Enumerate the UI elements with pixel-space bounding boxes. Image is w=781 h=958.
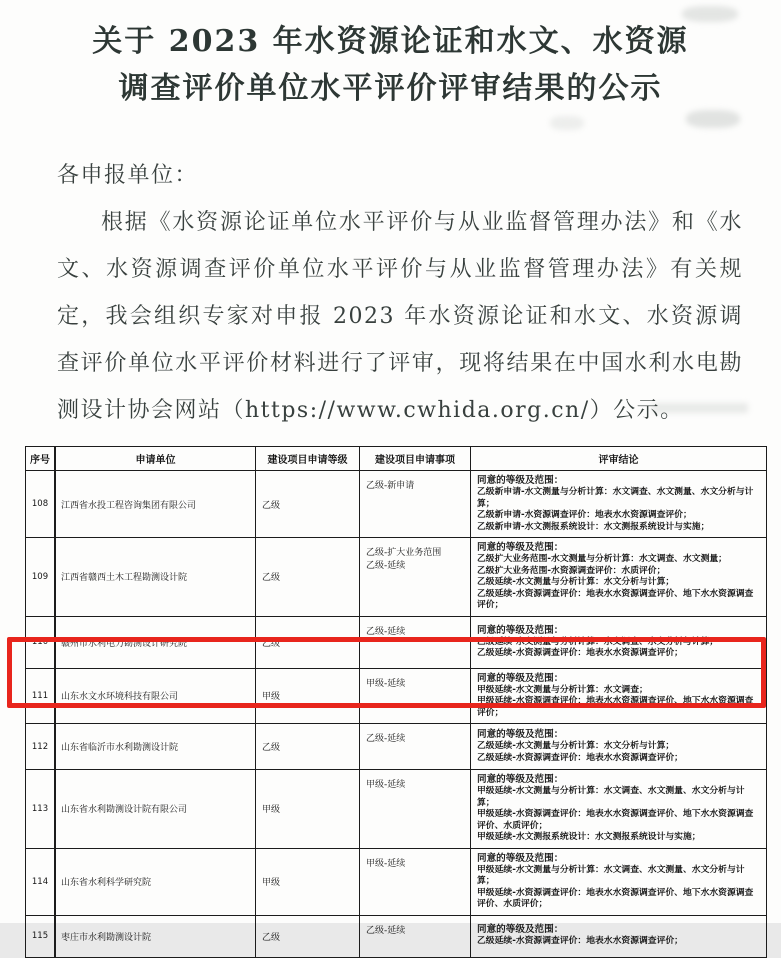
conclusion-heading: 同意的等级及范围： <box>477 624 564 636</box>
applied-grade: 甲级 <box>256 848 360 915</box>
applied-grade: 乙级 <box>256 616 360 668</box>
table-row-113 <box>26 770 767 849</box>
applied-item: 乙级-延续 <box>366 734 406 744</box>
applied-item: 乙级-扩大业务范围 <box>366 548 442 558</box>
results-table-header <box>26 447 767 471</box>
applied-item: 甲级-延续 <box>366 780 406 790</box>
table-row-112 <box>26 724 767 770</box>
page-title <box>0 18 781 112</box>
applied-items <box>360 724 471 770</box>
applied-items <box>360 616 471 668</box>
conclusion-line: 甲级延续-水资源调查评价：地表水水资源调查评价、地下水水资源调查评价、水质评价； <box>477 887 754 909</box>
unit-name: 赣州市水利电力勘测设计研究院 <box>55 616 256 668</box>
header-cell-items: 建设项目申请事项 <box>360 447 471 471</box>
applied-item: 乙级-延续 <box>366 561 406 571</box>
conclusion-line: 乙级延续-水文测量与分析计算：水文分析与计算； <box>477 741 675 751</box>
conclusion-line: 甲级延续-水文测报系统设计：水文测报系统设计与实施； <box>477 832 701 842</box>
unit-name: 山东水文水环境科技有限公司 <box>55 668 256 724</box>
row-number: 114 <box>26 848 56 915</box>
conclusion-heading: 同意的等级及范围： <box>477 672 564 684</box>
unit-name: 枣庄市水利勘测设计院 <box>55 915 256 957</box>
results-table-body <box>26 471 767 958</box>
review-conclusion <box>471 471 767 538</box>
page-title-line2: 调查评价单位水平评价评审结果的公示 <box>118 71 663 106</box>
unit-name: 山东省水利科学研究院 <box>55 848 256 915</box>
table-row-108 <box>26 471 767 538</box>
review-conclusion <box>471 668 767 724</box>
conclusion-line: 乙级延续-水文测量与分析计算：水文调查、水文分析与计算； <box>477 636 719 647</box>
header-cell-grade: 建设项目申请等级 <box>256 447 360 471</box>
header-cell-no: 序号 <box>26 447 56 471</box>
conclusion-line: 乙级扩大业务范围-水资源调查评价：水质评价； <box>477 565 666 576</box>
salutation: 各申报单位： <box>57 163 199 188</box>
row-number: 111 <box>26 668 56 724</box>
applied-items <box>360 848 471 915</box>
conclusion-heading: 同意的等级及范围： <box>477 924 564 936</box>
review-conclusion <box>471 616 767 668</box>
table-row-110 <box>26 616 767 668</box>
conclusion-heading: 同意的等级及范围： <box>477 729 564 740</box>
applied-items <box>360 471 471 538</box>
applied-item: 甲级-延续 <box>366 858 406 869</box>
applied-items <box>360 538 471 617</box>
results-table <box>25 446 767 958</box>
table-row-114 <box>26 848 767 915</box>
conclusion-line: 乙级延续-水文测量与分析计算：水文分析与计算； <box>477 577 675 587</box>
unit-name: 江西省赣西土木工程勘测设计院 <box>55 538 256 617</box>
review-conclusion <box>471 915 767 957</box>
scan-smudge <box>550 116 584 130</box>
conclusion-heading: 同意的等级及范围： <box>477 475 564 486</box>
header-cell-conclusion: 评审结论 <box>471 447 767 471</box>
row-number: 108 <box>26 471 56 538</box>
conclusion-line: 甲级延续-水文测量与分析计算：水文调查； <box>477 684 648 695</box>
applied-grade: 乙级 <box>256 724 360 770</box>
conclusion-line: 甲级延续-水文测量与分析计算：水文调查、水文测量、水文分析与计算； <box>477 786 745 808</box>
unit-name: 山东省水利勘测设计院有限公司 <box>55 770 256 849</box>
body-text <box>57 152 743 434</box>
applied-items <box>360 770 471 849</box>
conclusion-line: 甲级延续-水资源调查评价：地表水水资源调查评价、地下水水资源调查评价、水质评价； <box>477 809 754 831</box>
applied-grade: 乙级 <box>256 538 360 617</box>
conclusion-line: 甲级延续-水资源调查评价：地表水水资源调查评价、地下水水资源调查评价； <box>477 696 754 718</box>
conclusion-line: 甲级延续-水文测量与分析计算：水文调查、水文测量、水文分析与计算； <box>477 864 745 886</box>
table-row-109 <box>26 538 767 617</box>
applied-grade: 甲级 <box>256 668 360 724</box>
conclusion-line: 乙级新申请-水文测报系统设计：水文测报系统设计与实施； <box>477 521 710 532</box>
table-row-111 <box>26 668 767 724</box>
conclusion-heading: 同意的等级及范围： <box>477 852 564 864</box>
page-title-line1: 关于 2023 年水资源论证和水文、水资源 <box>92 24 689 59</box>
applied-item: 乙级-新申请 <box>366 481 415 491</box>
conclusion-line: 乙级延续-水资源调查评价：地表水水资源调查评价； <box>477 648 683 658</box>
review-conclusion <box>471 770 767 849</box>
unit-name: 山东省临沂市水利勘测设计院 <box>55 724 256 770</box>
conclusion-heading: 同意的等级及范围： <box>477 774 564 785</box>
review-conclusion <box>471 538 767 617</box>
body-paragraph: 根据《水资源论证单位水平评价与从业监督管理办法》和《水文、水资源调查评价单位水平评价与从业监督管理办法》有关规定，我会组织专家对申报 2023 年水资源论证和水文、水资源调查评价单位水平评价材料进行了评审，现将结果在中国水利水电勘测设计协会网站（https://www.cwhida.org.cn/）公示。 <box>57 210 743 423</box>
applied-grade: 甲级 <box>256 770 360 849</box>
row-number: 109 <box>26 538 56 617</box>
applied-item: 乙级-延续 <box>366 626 406 637</box>
table-row-115 <box>26 915 767 957</box>
applied-items <box>360 668 471 724</box>
conclusion-line: 乙级新申请-水资源调查评价：地表水水资源调查评价； <box>477 510 692 520</box>
applied-item: 乙级-延续 <box>366 925 406 936</box>
review-conclusion <box>471 848 767 915</box>
review-conclusion <box>471 724 767 770</box>
header-cell-unit: 申请单位 <box>55 447 256 471</box>
row-number: 110 <box>26 616 56 668</box>
conclusion-line: 乙级延续-水资源调查评价：地表水水资源调查评价； <box>477 936 683 947</box>
conclusion-line: 乙级新申请-水文测量与分析计算：水文调查、水文测量、水文分析与计算； <box>477 487 754 509</box>
applied-item: 甲级-延续 <box>366 678 406 689</box>
row-number: 115 <box>26 915 56 957</box>
conclusion-line: 乙级延续-水资源调查评价：地表水水资源调查评价、地下水水资源调查评价； <box>477 588 754 610</box>
scan-smudge <box>686 110 740 128</box>
applied-grade: 乙级 <box>256 471 360 538</box>
applied-items <box>360 915 471 957</box>
row-number: 113 <box>26 770 56 849</box>
applied-grade: 乙级 <box>256 915 360 957</box>
unit-name: 江西省水投工程咨询集团有限公司 <box>55 471 256 538</box>
conclusion-heading: 同意的等级及范围： <box>477 542 564 553</box>
conclusion-line: 乙级延续-水资源调查评价：地表水水资源调查评价； <box>477 752 683 763</box>
row-number: 112 <box>26 724 56 770</box>
conclusion-line: 乙级扩大业务范围-水文测量与分析计算：水文调查、水文测量； <box>477 554 727 564</box>
